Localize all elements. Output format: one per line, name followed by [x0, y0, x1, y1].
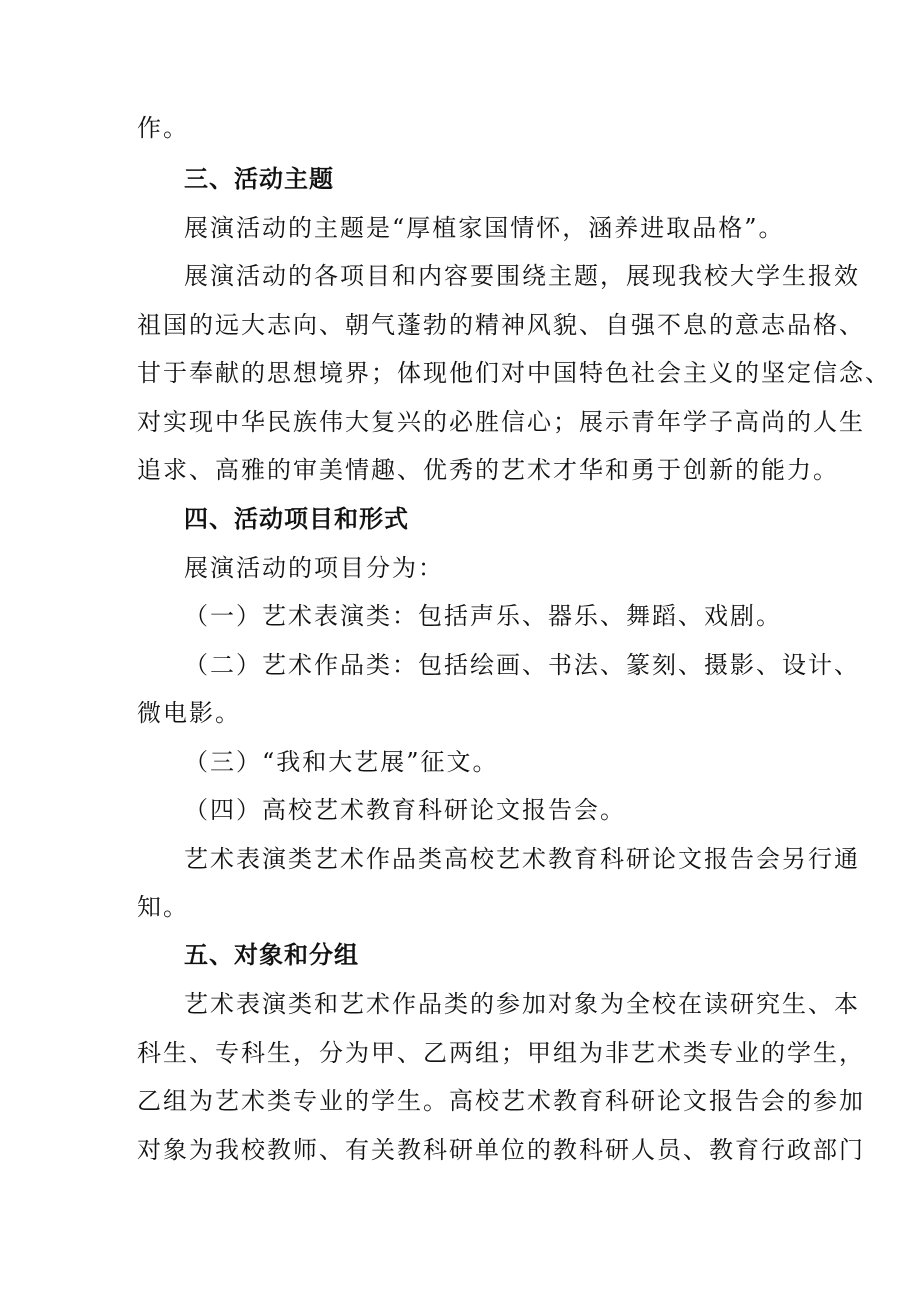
section-5-heading: 五、对象和分组 — [184, 941, 359, 969]
section-4-list-item: （二）艺术作品类：包括绘画、书法、篆刻、摄影、设计、 — [184, 651, 860, 679]
section-3-paragraph-line: 祖国的远大志向、朝气蓬勃的精神风貌、自强不息的意志品格、 — [137, 311, 865, 339]
section-3-heading: 三、活动主题 — [184, 165, 334, 193]
section-5-paragraph-line: 艺术表演类和艺术作品类的参加对象为全校在读研究生、本 — [184, 990, 860, 1018]
section-4-list-item: （三）“我和大艺展”征文。 — [184, 748, 499, 776]
section-4-list-item: 微电影。 — [137, 699, 241, 727]
section-5-paragraph-line: 科生、专科生，分为甲、乙两组；甲组为非艺术类专业的学生， — [137, 1039, 865, 1067]
section-3-paragraph-line: 甘于奉献的思想境界；体现他们对中国特色社会主义的坚定信念、 — [137, 359, 891, 387]
section-4-heading: 四、活动项目和形式 — [184, 505, 409, 533]
section-3-theme-paragraph: 展演活动的主题是“厚植家国情怀，涵养进取品格”。 — [184, 214, 785, 242]
section-5-paragraph-line: 乙组为艺术类专业的学生。高校艺术教育科研论文报告会的参加 — [137, 1087, 865, 1115]
continuation-line: 作。 — [137, 114, 189, 142]
section-3-paragraph-line: 对实现中华民族伟大复兴的必胜信心；展示青年学子高尚的人生 — [137, 408, 865, 436]
section-3-paragraph-line: 展演活动的各项目和内容要围绕主题，展现我校大学生报效 — [184, 262, 860, 290]
section-3-paragraph-line: 追求、高雅的审美情趣、优秀的艺术才华和勇于创新的能力。 — [137, 456, 839, 484]
section-4-intro: 展演活动的项目分为： — [184, 554, 444, 582]
section-4-note-line: 艺术表演类艺术作品类高校艺术教育科研论文报告会另行通 — [184, 845, 860, 873]
section-5-paragraph-line: 对象为我校教师、有关教科研单位的教科研人员、教育行政部门 — [137, 1136, 865, 1164]
section-4-list-item: （四）高校艺术教育科研论文报告会。 — [184, 796, 626, 824]
section-4-note-line: 知。 — [137, 893, 189, 921]
section-4-list-item: （一）艺术表演类：包括声乐、器乐、舞蹈、戏剧。 — [184, 602, 782, 630]
